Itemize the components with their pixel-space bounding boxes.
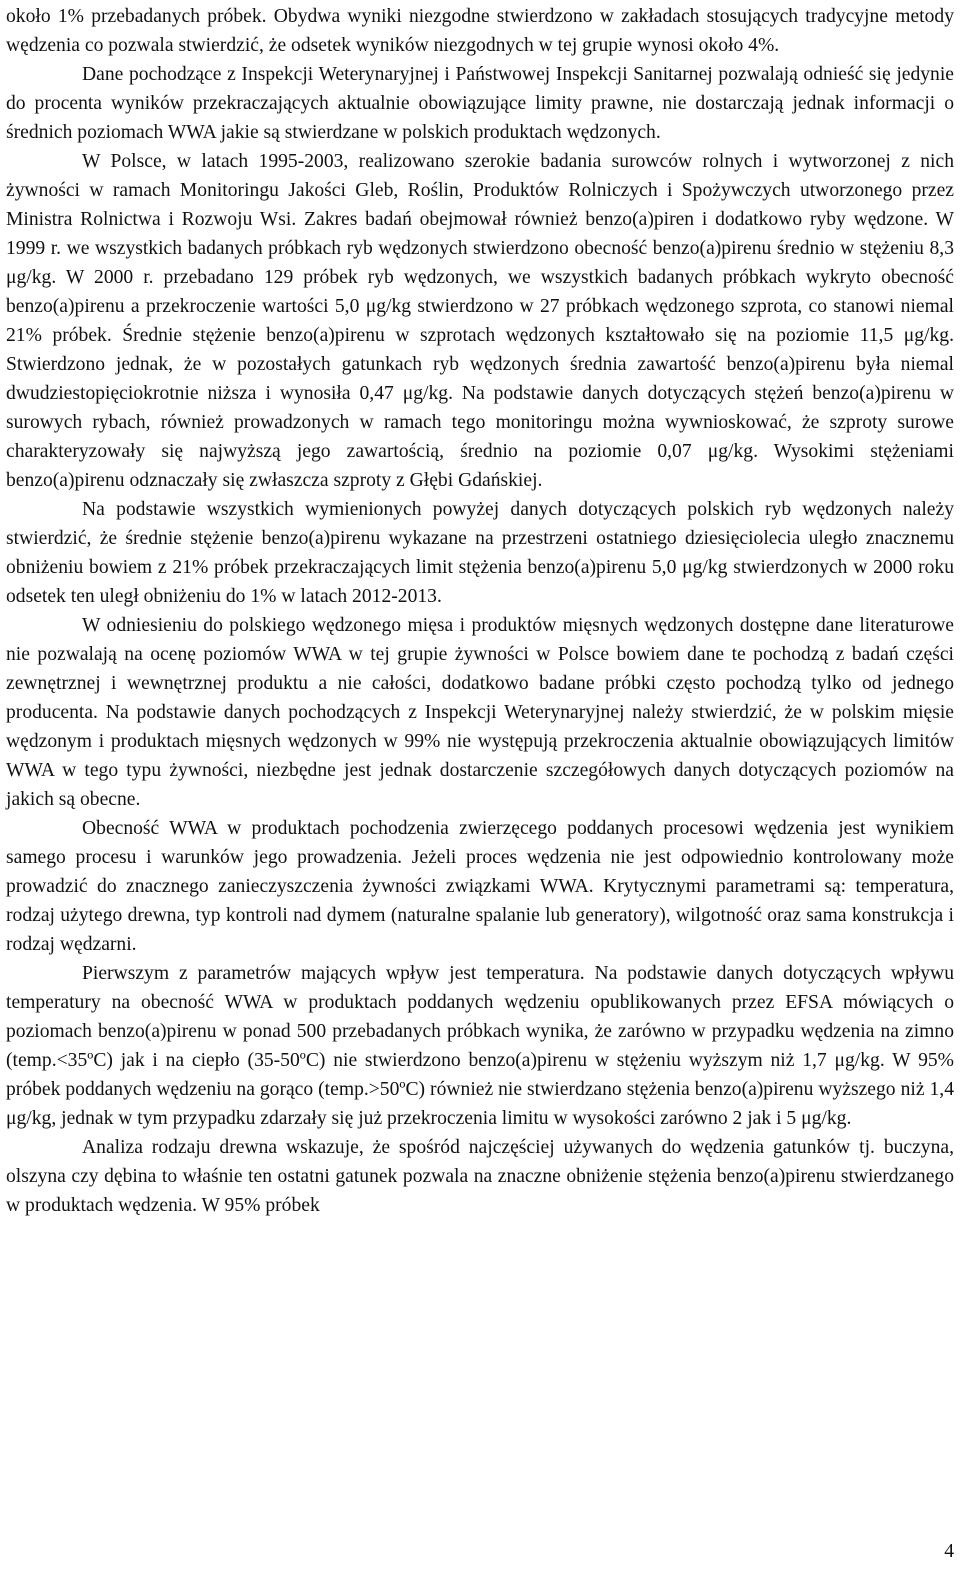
paragraph: W Polsce, w latach 1995-2003, realizowano szerokie badania surowców rolnych i wytworzonej z nich żywności w ramach Monitoringu Jakości Gleb, Roślin, Produktów Rolniczych i Spożywczych utworzonego przez Ministra Rolnictwa i Rozwoju Wsi. Zakres badań obejmował również benzo(a)piren i dodatkowo ryby wędzone. W 1999 r. we wszystkich badanych próbkach ryb wędzonych stwierdzono obecność benzo(a)pirenu średnio w stężeniu 8,3 μg/kg. W 2000 r. przebadano 129 próbek ryb wędzonych, we wszystkich badanych próbkach wykryto obecność benzo(a)pirenu a przekroczenie wartości 5,0 μg/kg stwierdzono w 27 próbkach wędzonego szprota, co stanowi niemal 21% próbek. Średnie stężenie benzo(a)pirenu w szprotach wędzonych kształtowało się na poziomie 11,5 μg/kg. Stwierdzono jednak, że w pozostałych gatunkach ryb wędzonych średnia zawartość benzo(a)pirenu była niemal dwudziestopięciokrotnie niższa i wynosiła 0,47 μg/kg. Na podstawie danych dotyczących stężeń benzo(a)pirenu w surowych rybach, również prowadzonych w ramach tego monitoringu można wywnioskować, że szproty surowe charakteryzowały się najwyższą jego zawartością, średnio na poziomie 0,07 μg/kg. Wysokimi stężeniami benzo(a)pirenu odznaczały się zwłaszcza szproty z Głębi Gdańskiej. — [6, 151, 954, 491]
page-number: 4 — [944, 1541, 954, 1562]
paragraph: Analiza rodzaju drewna wskazuje, że spośród najczęściej używanych do wędzenia gatunków tj. buczyna, olszyna czy dębina to właśnie ten ostatni gatunek pozwala na znaczne obniżenie stężenia benzo(a)pirenu stwierdzanego w produktach wędzenia. W 95% próbek — [6, 1137, 954, 1216]
paragraph: Dane pochodzące z Inspekcji Weterynaryjnej i Państwowej Inspekcji Sanitarnej pozwalają odnieść się jedynie do procenta wyników przekraczających aktualnie obowiązujące limity prawne, nie dostarczają jednak informacji o średnich poziomach WWA jakie są stwierdzane w polskich produktach wędzonych. — [6, 64, 954, 143]
paragraph: około 1% przebadanych próbek. Obydwa wyniki niezgodne stwierdzono w zakładach stosujących tradycyjne metody wędzenia co pozwala stwierdzić, że odsetek wyników niezgodnych w tej grupie wynosi około 4%. — [6, 6, 954, 56]
paragraph: W odniesieniu do polskiego wędzonego mięsa i produktów mięsnych wędzonych dostępne dane literaturowe nie pozwalają na ocenę poziomów WWA w tej grupie żywności w Polsce bowiem dane te pochodzą z badań części zewnętrznej i wewnętrznej produktu a nie całości, dodatkowo badane próbki często pochodzą tylko od jednego producenta. Na podstawie danych pochodzących z Inspekcji Weterynaryjnej należy stwierdzić, że w polskim mięsie wędzonym i produktach mięsnych wędzonych w 99% nie występują przekroczenia aktualnie obowiązujących limitów WWA w tego typu żywności, niezbędne jest jednak dostarczenie szczegółowych danych dotyczących poziomów na jakich są obecne. — [6, 615, 954, 810]
paragraph: Obecność WWA w produktach pochodzenia zwierzęcego poddanych procesowi wędzenia jest wynikiem samego procesu i warunków jego prowadzenia. Jeżeli proces wędzenia nie jest odpowiednio kontrolowany może prowadzić do znacznego zanieczyszczenia żywności związkami WWA. Krytycznymi parametrami są: temperatura, rodzaj użytego drewna, typ kontroli nad dymem (naturalne spalanie lub generatory), wilgotność oraz sama konstrukcja i rodzaj wędzarni. — [6, 818, 954, 955]
paragraph: Na podstawie wszystkich wymienionych powyżej danych dotyczących polskich ryb wędzonych należy stwierdzić, że średnie stężenie benzo(a)pirenu wykazane na przestrzeni ostatniego dziesięciolecia uległo znacznemu obniżeniu bowiem z 21% próbek przekraczających limit stężenia benzo(a)pirenu 5,0 μg/kg stwierdzonych w 2000 roku odsetek ten uległ obniżeniu do 1% w latach 2012-2013. — [6, 499, 954, 607]
paragraph: Pierwszym z parametrów mających wpływ jest temperatura. Na podstawie danych dotyczących wpływu temperatury na obecność WWA w produktach poddanych wędzeniu opublikowanych przez EFSA mówiących o poziomach benzo(a)pirenu w ponad 500 przebadanych próbkach wynika, że zarówno w przypadku wędzenia na zimno (temp.<35ºC) jak i na ciepło (35-50ºC) nie stwierdzono benzo(a)pirenu w stężeniu wyższym niż 1,7 μg/kg. W 95% próbek poddanych wędzeniu na gorąco (temp.>50ºC) również nie stwierdzano stężenia benzo(a)pirenu wyższego niż 1,4 μg/kg, jednak w tym przypadku zdarzały się już przekroczenia limitu w wysokości zarówno 2 jak i 5 μg/kg. — [6, 963, 954, 1129]
body-text — [6, 2, 954, 1220]
